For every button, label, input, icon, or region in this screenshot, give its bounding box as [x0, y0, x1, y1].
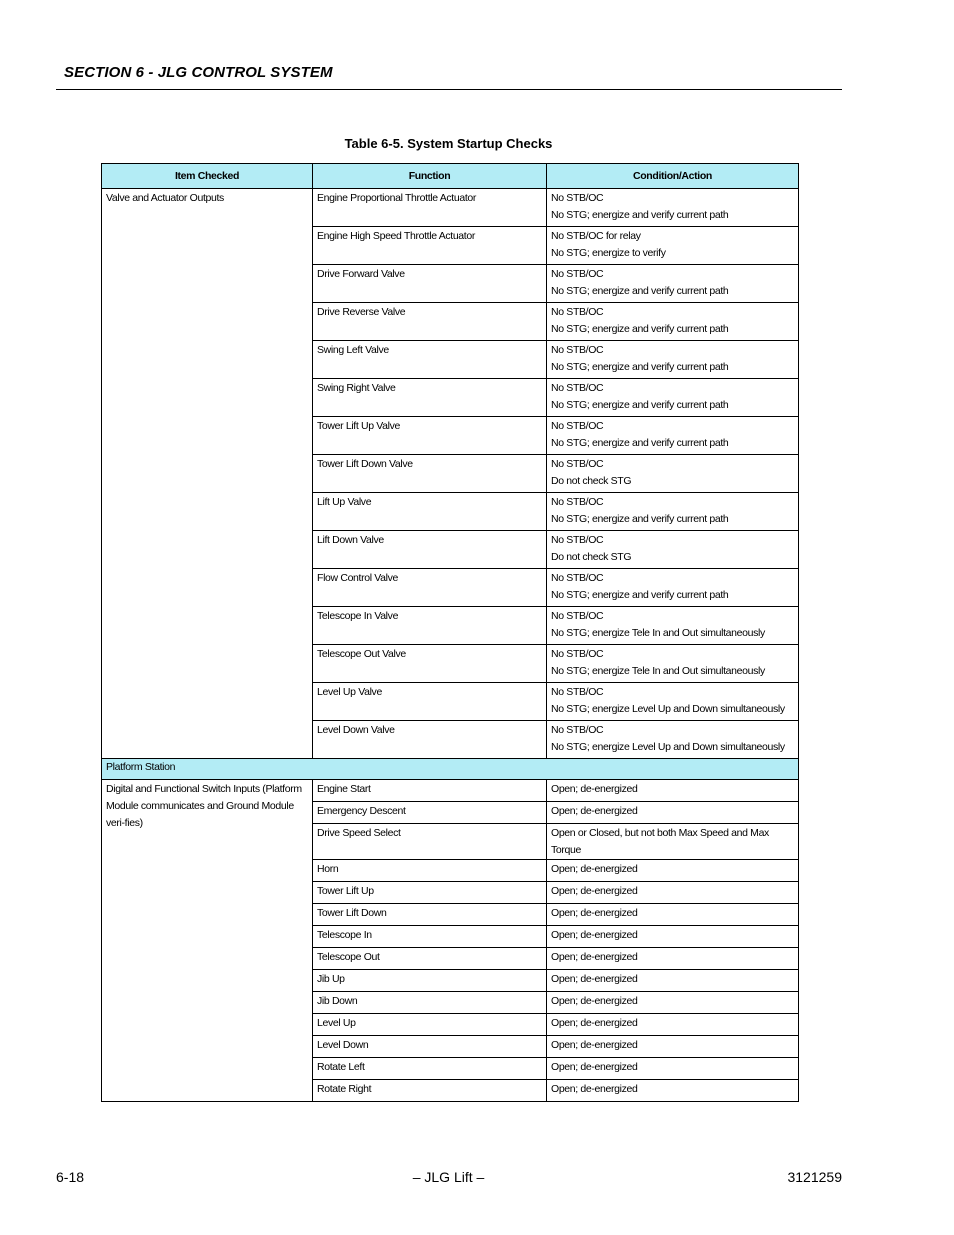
condition-cell: Open; de-energized — [547, 1058, 799, 1080]
condition-cell: Open; de-energized — [547, 1036, 799, 1058]
condition-line: No STB/OC — [551, 192, 604, 204]
function-cell: Drive Reverse Valve — [313, 303, 547, 341]
condition-line: No STB/OC — [551, 306, 604, 318]
condition-line: No STG; energize and verify current path — [551, 209, 729, 221]
function-cell: Level Down Valve — [313, 721, 547, 759]
condition-line: No STG; energize and verify current path — [551, 513, 729, 525]
condition-cell: Open; de-energized — [547, 904, 799, 926]
condition-line: No STB/OC — [551, 572, 604, 584]
condition-line: No STB/OC — [551, 610, 604, 622]
condition-cell — [547, 379, 799, 417]
function-cell: Telescope In Valve — [313, 607, 547, 645]
condition-cell: Open; de-energized — [547, 860, 799, 882]
condition-line: No STG; energize and verify current path — [551, 437, 729, 449]
page-number: 6-18 — [56, 1169, 85, 1185]
condition-line: No STG; energize and verify current path — [551, 399, 729, 411]
document-number: 3121259 — [787, 1169, 842, 1185]
table-caption: Table 6-5. System Startup Checks — [344, 136, 553, 151]
function-cell: Drive Speed Select — [313, 824, 547, 860]
condition-line: No STG; energize Tele In and Out simultaneously — [551, 627, 765, 639]
condition-line: No STG; energize and verify current path — [551, 323, 729, 335]
condition-line: Do not check STG — [551, 551, 632, 563]
table-row — [102, 780, 799, 802]
condition-line: No STB/OC — [551, 382, 604, 394]
condition-cell: Open; de-energized — [547, 802, 799, 824]
function-cell: Lift Down Valve — [313, 531, 547, 569]
function-cell: Level Up Valve — [313, 683, 547, 721]
condition-line: No STG; energize and verify current path — [551, 589, 729, 601]
condition-cell — [547, 303, 799, 341]
function-cell: Rotate Left — [313, 1058, 547, 1080]
header-rule — [56, 89, 842, 90]
table-row — [102, 189, 799, 227]
condition-cell — [547, 227, 799, 265]
condition-line: No STG; energize to verify — [551, 247, 666, 259]
function-cell: Level Up — [313, 1014, 547, 1036]
function-cell: Horn — [313, 860, 547, 882]
condition-cell — [547, 607, 799, 645]
condition-line: No STB/OC for relay — [551, 230, 641, 242]
condition-line: No STG; energize and verify current path — [551, 285, 729, 297]
condition-line: No STB/OC — [551, 648, 604, 660]
condition-line: No STG; energize and verify current path — [551, 361, 729, 373]
function-cell: Emergency Descent — [313, 802, 547, 824]
condition-line: Do not check STG — [551, 475, 632, 487]
function-cell: Jib Up — [313, 970, 547, 992]
condition-cell: Open; de-energized — [547, 780, 799, 802]
function-cell: Swing Left Valve — [313, 341, 547, 379]
table-header-row — [102, 164, 799, 189]
function-cell: Telescope In — [313, 926, 547, 948]
condition-line: No STG; energize Level Up and Down simultaneously — [551, 741, 785, 753]
function-cell: Tower Lift Down — [313, 904, 547, 926]
condition-cell: Open; de-energized — [547, 1014, 799, 1036]
condition-cell: Open; de-energized — [547, 926, 799, 948]
function-cell: Telescope Out — [313, 948, 547, 970]
condition-line: No STB/OC — [551, 344, 604, 356]
group-heading: Platform Station — [102, 759, 799, 780]
column-header-function: Function — [313, 164, 547, 189]
function-cell: Flow Control Valve — [313, 569, 547, 607]
function-cell: Lift Up Valve — [313, 493, 547, 531]
condition-cell: Open; de-energized — [547, 948, 799, 970]
condition-cell — [547, 531, 799, 569]
condition-cell: Open or Closed, but not both Max Speed and Max Torque — [547, 824, 799, 860]
group-heading-row — [102, 759, 799, 780]
condition-cell — [547, 721, 799, 759]
function-cell: Swing Right Valve — [313, 379, 547, 417]
condition-cell — [547, 417, 799, 455]
condition-cell — [547, 265, 799, 303]
function-cell: Telescope Out Valve — [313, 645, 547, 683]
condition-line: No STB/OC — [551, 724, 604, 736]
footer-center: – JLG Lift – — [412, 1169, 485, 1185]
switch-inputs-group — [102, 780, 799, 1102]
condition-cell: Open; de-energized — [547, 1080, 799, 1102]
condition-cell: Open; de-energized — [547, 882, 799, 904]
valve-outputs-group — [102, 189, 799, 759]
function-cell: Jib Down — [313, 992, 547, 1014]
condition-line: No STG; energize Level Up and Down simultaneously — [551, 703, 785, 715]
function-cell: Engine Start — [313, 780, 547, 802]
condition-cell: Open; de-energized — [547, 970, 799, 992]
condition-cell — [547, 189, 799, 227]
condition-cell — [547, 455, 799, 493]
condition-cell — [547, 493, 799, 531]
item-checked-cell: Digital and Functional Switch Inputs (Platform Module communicates and Ground Module veri-fies) — [102, 780, 313, 1102]
condition-cell: Open; de-energized — [547, 992, 799, 1014]
item-checked-cell: Valve and Actuator Outputs — [102, 189, 313, 759]
column-header-item: Item Checked — [102, 164, 313, 189]
function-cell: Tower Lift Up — [313, 882, 547, 904]
function-cell: Engine High Speed Throttle Actuator — [313, 227, 547, 265]
function-cell: Drive Forward Valve — [313, 265, 547, 303]
condition-line: No STB/OC — [551, 458, 604, 470]
function-cell: Level Down — [313, 1036, 547, 1058]
condition-line: No STB/OC — [551, 268, 604, 280]
function-cell: Rotate Right — [313, 1080, 547, 1102]
function-cell: Tower Lift Down Valve — [313, 455, 547, 493]
condition-line: No STB/OC — [551, 686, 604, 698]
condition-cell — [547, 645, 799, 683]
function-cell: Tower Lift Up Valve — [313, 417, 547, 455]
condition-line: No STB/OC — [551, 496, 604, 508]
condition-cell — [547, 569, 799, 607]
condition-line: No STB/OC — [551, 534, 604, 546]
condition-line: No STB/OC — [551, 420, 604, 432]
function-cell: Engine Proportional Throttle Actuator — [313, 189, 547, 227]
system-startup-checks-table — [101, 163, 799, 1102]
condition-cell — [547, 683, 799, 721]
condition-line: No STG; energize Tele In and Out simultaneously — [551, 665, 765, 677]
section-title: SECTION 6 - JLG CONTROL SYSTEM — [64, 64, 333, 81]
column-header-condition: Condition/Action — [547, 164, 799, 189]
condition-cell — [547, 341, 799, 379]
